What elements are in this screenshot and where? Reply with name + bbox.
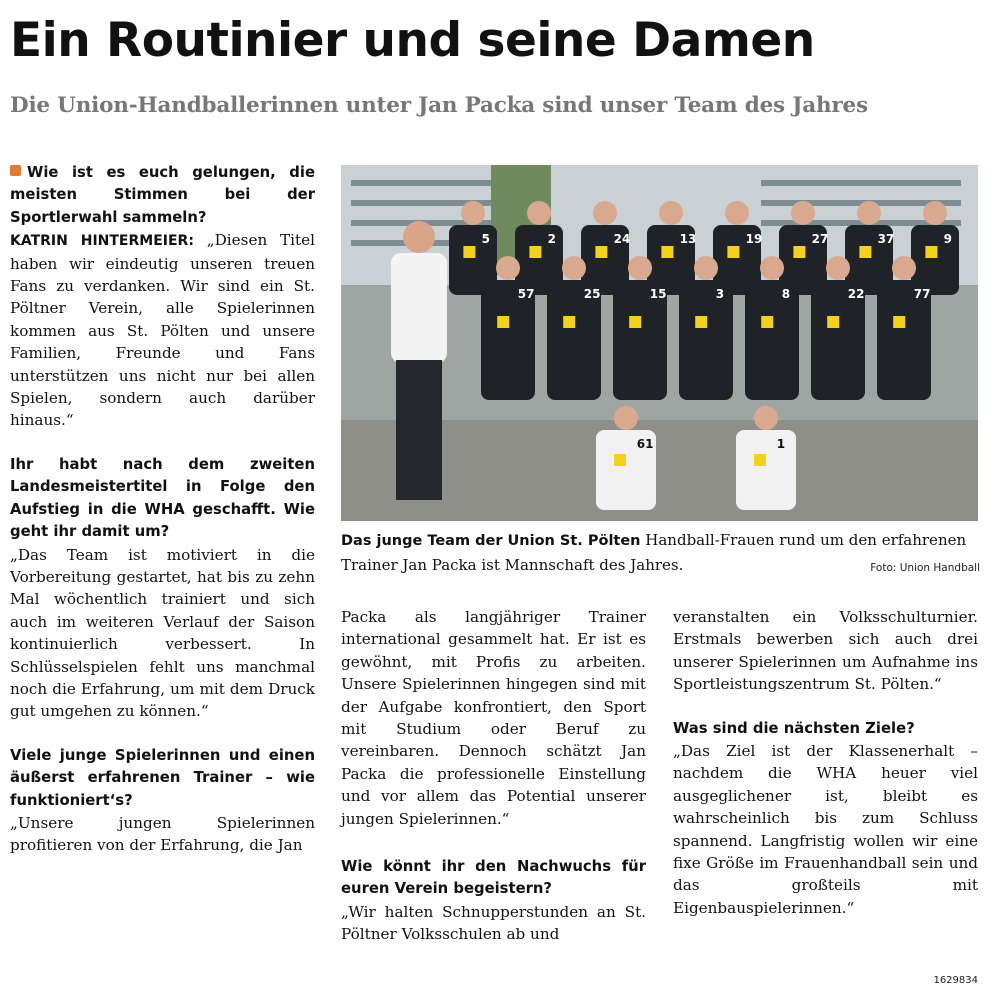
question-4: Wie könnt ihr den Nachwuchs für euren Verein begeistern? (341, 858, 646, 898)
caption-lead: Das junge Team der Union St. Pölten (341, 533, 641, 549)
answer-5: „Das Ziel ist der Klassenerhalt – nachdem die WHA heuer viel ausgeglichener ist, bleibt es wahrscheinlich bis zum Schluss spannend. Langfristig wollen wir eine fixe Größe im Frauenhandball sein und das großteils mit Eigenbauspielerinnen.“ (673, 742, 978, 917)
jersey-number: 13 (679, 232, 697, 246)
question-3: Viele junge Spielerinnen und einen äußerst erfahrenen Trainer – wie funktioniert‘s? (10, 746, 315, 809)
jersey-number: 22 (847, 287, 865, 301)
jersey-number: 1 (776, 437, 786, 451)
column-3 (673, 606, 978, 919)
jersey-number: 57 (517, 287, 535, 301)
answer-4-continued: veranstalten ein Volksschulturnier. Erstmals bewerben sich auch drei unserer Spielerinnen um Aufnahme ins Sportleistungszentrum St. Pölten.“ (673, 608, 978, 694)
answer-2: „Das Team ist motiviert in die Vorbereitung gestartet, hat bis zu zehn Mal wöchentlich trainiert und sich auch im weiteren Verlauf der Saison kontinuierlich verbessert. In Schlüsselspielen fehlt uns manchmal noch die Erfahrung, um mit dem Druck gut umgehen zu können.“ (10, 545, 315, 721)
bullet-icon (10, 165, 21, 176)
answer-4: „Wir halten Schnupperstunden an St. Pöltner Volksschulen ab und (341, 902, 646, 944)
jersey-number: 25 (583, 287, 601, 301)
column-2 (341, 606, 646, 946)
answer-3: „Unsere jungen Spielerinnen profitieren von der Erfahrung, die Jan (10, 813, 315, 855)
jersey-number: 9 (943, 232, 952, 246)
jersey-number: 61 (636, 437, 654, 451)
question-5: Was sind die nächsten Ziele? (673, 719, 915, 737)
jersey-number: 5 (481, 232, 490, 246)
jersey-number: 37 (877, 232, 895, 246)
team-photo (341, 165, 978, 521)
jersey-number: 8 (781, 287, 791, 301)
team-photo-illustration (341, 165, 978, 521)
jersey-number: 2 (547, 232, 556, 246)
answer-1: KATRIN HINTERMEIER: „Diesen Titel haben wir eindeutig unseren treuen Fans zu verdanken. Wir sind ein St. Pöltner Verein, alle Spielerinnen kommen aus St. Pölten und unsere Familien, Freunde und Fans unterstützen uns nicht nur bei allen Spielen, sondern auch darüber hinaus.“ (10, 231, 315, 430)
jersey-number: 24 (613, 232, 631, 246)
article-code: 1629834 (933, 975, 978, 986)
subline: Die Union-Handballerinnen unter Jan Packa sind unser Team des Jahres (10, 93, 868, 118)
photo-credit: Foto: Union Handball (870, 562, 980, 574)
headline: Ein Routinier und seine Damen (10, 13, 815, 68)
jersey-number: 15 (649, 287, 667, 301)
answer-3-continued: Packa als langjähriger Trainer international gesammelt hat. Er ist es gewöhnt, mit Profis zu arbeiten. Unsere Spielerinnen hingegen sind mit der Aufgabe konfrontiert, den Sport mit Studium oder Beruf zu vereinbaren. Dennoch schätzt Jan Packa die professionelle Einstellung und vor allem das Potential unserer jungen Spielerinnen.“ (341, 608, 646, 828)
jersey-number: 27 (811, 232, 829, 246)
caption-text: Handball-Frauen rund um den erfahrenen Trainer Jan Packa ist Mannschaft des Jahres. (341, 531, 967, 574)
jersey-number: 19 (745, 232, 763, 246)
coach-figure (391, 221, 447, 500)
jersey-number: 3 (715, 287, 725, 301)
speaker-name: KATRIN HINTERMEIER: (10, 233, 194, 250)
question-2: Ihr habt nach dem zweiten Landesmeistertitel in Folge den Aufstieg in die WHA geschafft. Wie geht ihr damit um? (10, 455, 315, 541)
question-1: Wie ist es euch gelungen, die meisten Stimmen bei der Sportlerwahl sammeln? (10, 164, 315, 226)
jersey-number: 77 (913, 287, 931, 301)
column-1 (10, 162, 315, 857)
